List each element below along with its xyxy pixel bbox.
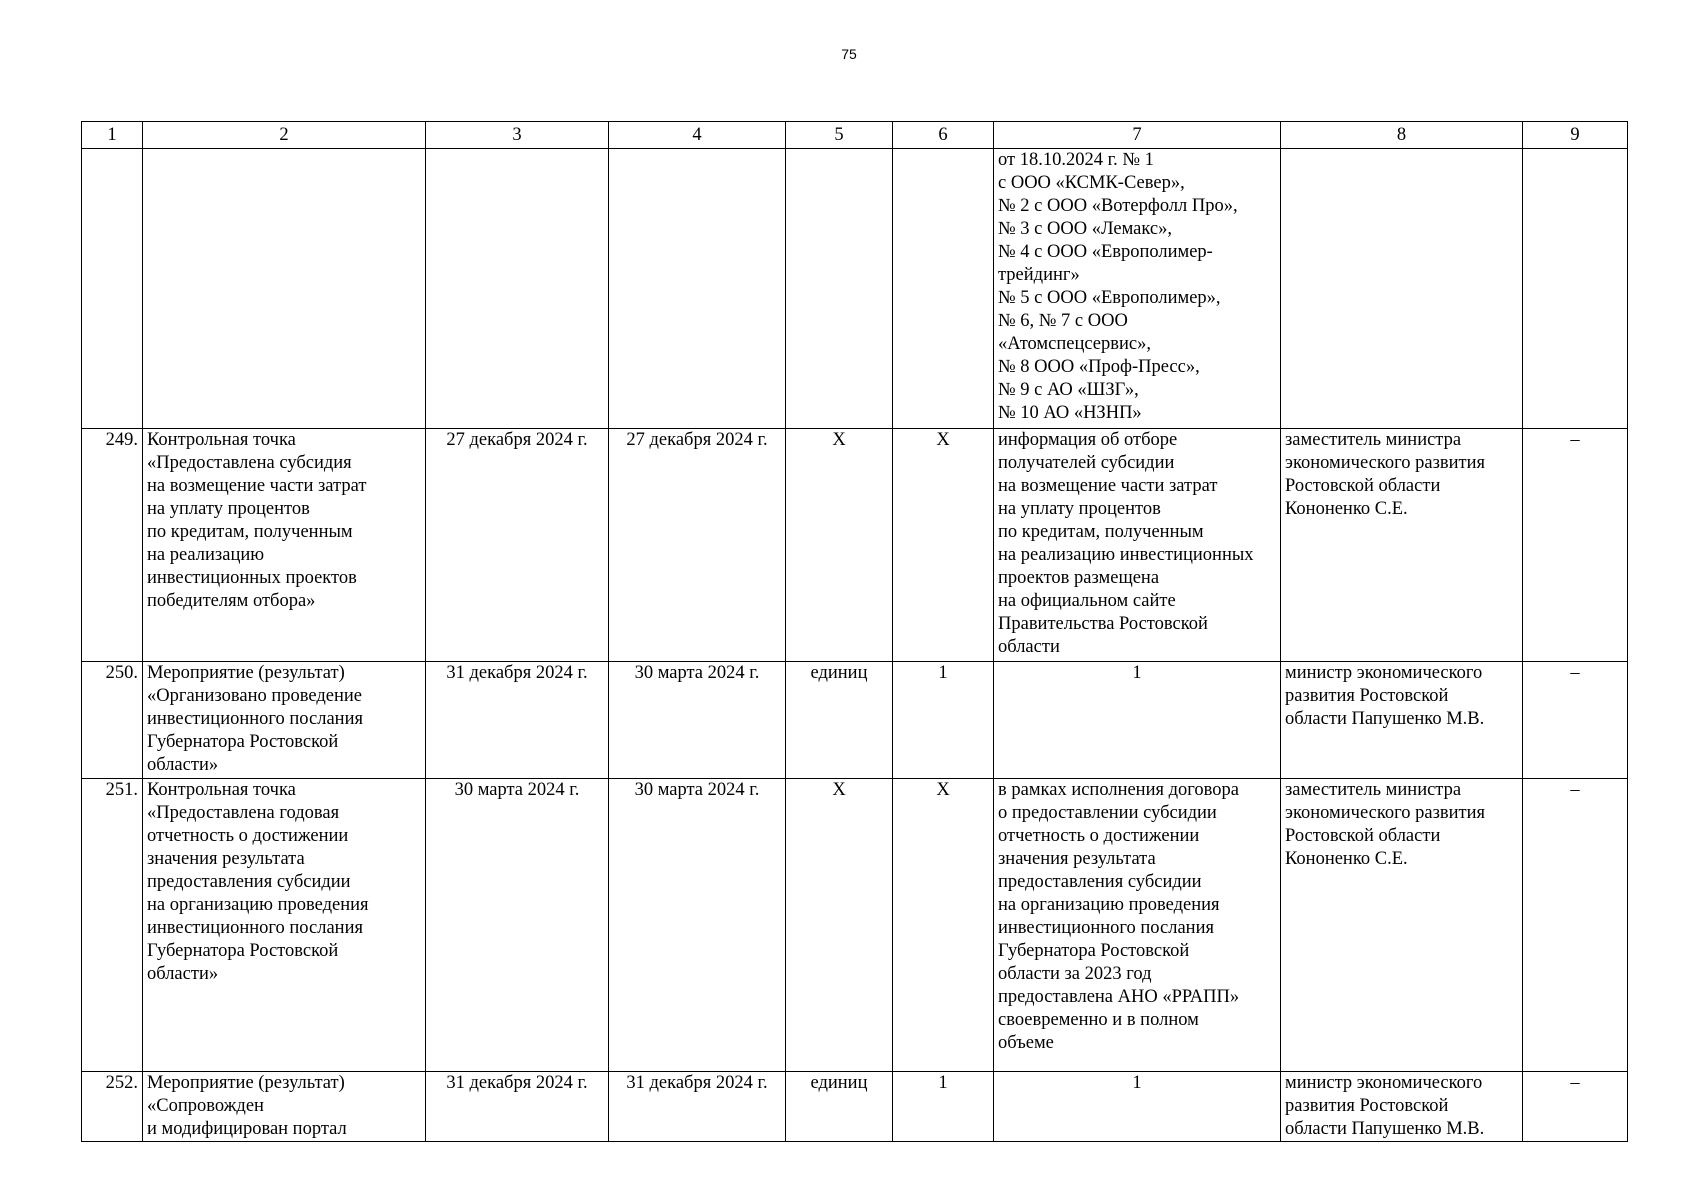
table-row-continuation — [82, 149, 1628, 429]
description-cell: Контрольная точка «Предоставлена субсидия на возмещение части затрат на уплату процентов по кредитам, полученным на реализацию инвестиционных проектов победителям отбора» — [143, 429, 426, 662]
note-cell: – — [1523, 779, 1628, 1072]
header-cell-1: 1 — [82, 122, 143, 149]
row-number-cell: 252. — [82, 1072, 143, 1142]
table-row — [82, 662, 1628, 779]
page-number: 75 — [841, 46, 857, 62]
responsible-cell: заместитель министра экономического развития Ростовской области Кононенко С.Е. — [1281, 779, 1523, 1072]
header-row — [82, 122, 1628, 149]
header-cell-8: 8 — [1281, 122, 1523, 149]
table-header — [82, 122, 1628, 149]
plan-value-cell: Х — [893, 429, 994, 662]
table-cell — [1281, 149, 1523, 429]
header-cell-5: 5 — [786, 122, 893, 149]
table-cell — [786, 149, 893, 429]
plan-value-cell: Х — [893, 779, 994, 1072]
result-info-cell: от 18.10.2024 г. № 1 с ООО «КСМК-Север», № 2 с ООО «Вотерфолл Про», № 3 с ООО «Лемакс», № 4 с ООО «Европолимер- трейдинг» № 5 с ООО «Европолимер», № 6, № 7 с ООО «Атомспецсервис», № 8 ООО «Проф-Пресс», № 9 с АО «ШЗГ», № 10 АО «НЗНП» — [994, 149, 1281, 429]
actual-date-cell: 30 марта 2024 г. — [609, 779, 786, 1072]
plan-value-cell: 1 — [893, 662, 994, 779]
result-info-cell: в рамках исполнения договора о предоставлении субсидии отчетность о достижении значения результата предоставления субсидии на организацию проведения инвестиционного послания Губернатора Ростовской области за 2023 год предоставлена АНО «РРАПП» своевременно и в полном объеме — [994, 779, 1281, 1072]
table-cell — [1523, 149, 1628, 429]
result-info-cell: 1 — [994, 662, 1281, 779]
header-cell-9: 9 — [1523, 122, 1628, 149]
table-row — [82, 429, 1628, 662]
actual-date-cell: 31 декабря 2024 г. — [609, 1072, 786, 1142]
table-cell — [143, 149, 426, 429]
unit-cell: Х — [786, 429, 893, 662]
responsible-cell: министр экономического развития Ростовской области Папушенко М.В. — [1281, 1072, 1523, 1142]
description-cell: Контрольная точка «Предоставлена годовая отчетность о достижении значения результата предоставления субсидии на организацию проведения инвестиционного послания Губернатора Ростовской области» — [143, 779, 426, 1072]
actual-date-cell: 27 декабря 2024 г. — [609, 429, 786, 662]
document-table — [81, 121, 1628, 1142]
unit-cell: единиц — [786, 662, 893, 779]
description-cell: Мероприятие (результат) «Организовано проведение инвестиционного послания Губернатора Ростовской области» — [143, 662, 426, 779]
plan-date-cell: 27 декабря 2024 г. — [426, 429, 609, 662]
unit-cell: единиц — [786, 1072, 893, 1142]
table-cell — [893, 149, 994, 429]
table-cell — [609, 149, 786, 429]
plan-date-cell: 31 декабря 2024 г. — [426, 1072, 609, 1142]
unit-cell: Х — [786, 779, 893, 1072]
result-info-cell: 1 — [994, 1072, 1281, 1142]
plan-value-cell: 1 — [893, 1072, 994, 1142]
note-cell: – — [1523, 662, 1628, 779]
table-cell — [426, 149, 609, 429]
responsible-cell: министр экономического развития Ростовской области Папушенко М.В. — [1281, 662, 1523, 779]
result-info-cell: информация об отборе получателей субсидии на возмещение части затрат на уплату процентов по кредитам, полученным на реализацию инвестиционных проектов размещена на официальном сайте Правительства Ростовской области — [994, 429, 1281, 662]
note-cell: – — [1523, 1072, 1628, 1142]
plan-date-cell: 30 марта 2024 г. — [426, 779, 609, 1072]
table-cell — [82, 149, 143, 429]
note-cell: – — [1523, 429, 1628, 662]
row-number-cell: 249. — [82, 429, 143, 662]
row-number-cell: 251. — [82, 779, 143, 1072]
header-cell-7: 7 — [994, 122, 1281, 149]
header-cell-6: 6 — [893, 122, 994, 149]
row-number-cell: 250. — [82, 662, 143, 779]
plan-date-cell: 31 декабря 2024 г. — [426, 662, 609, 779]
table-row — [82, 1072, 1628, 1142]
table-row — [82, 779, 1628, 1072]
actual-date-cell: 30 марта 2024 г. — [609, 662, 786, 779]
responsible-cell: заместитель министра экономического развития Ростовской области Кононенко С.Е. — [1281, 429, 1523, 662]
header-cell-2: 2 — [143, 122, 426, 149]
header-cell-4: 4 — [609, 122, 786, 149]
description-cell: Мероприятие (результат) «Сопровожден и модифицирован портал — [143, 1072, 426, 1142]
header-cell-3: 3 — [426, 122, 609, 149]
